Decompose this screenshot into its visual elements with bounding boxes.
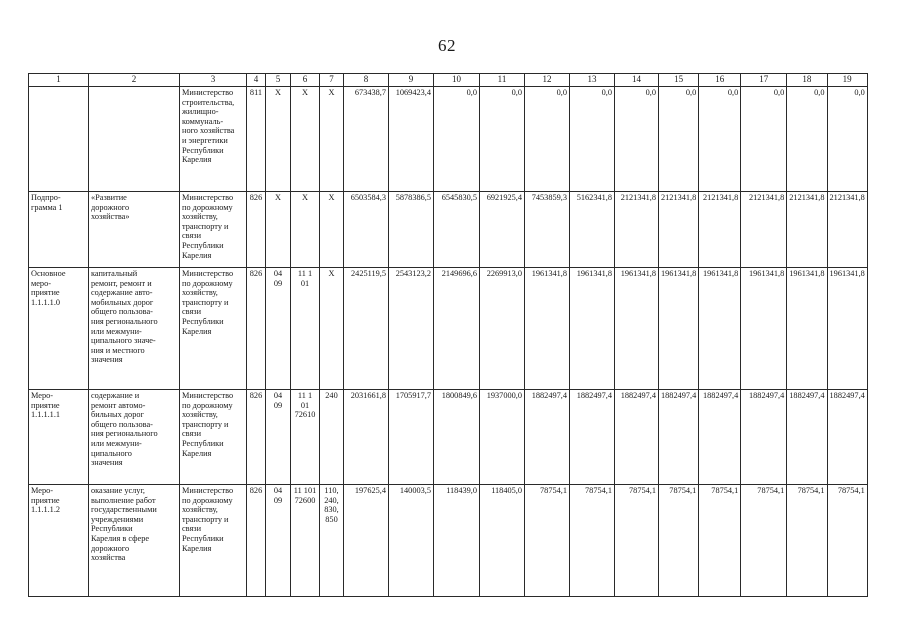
amount-cell: 2149696,6 bbox=[434, 268, 480, 390]
amount-cell: 1882497,4 bbox=[699, 390, 741, 485]
amount-cell: 1961341,8 bbox=[741, 268, 787, 390]
amount-cell: 1882497,4 bbox=[741, 390, 787, 485]
column-number: 1 bbox=[29, 74, 89, 87]
amount-cell: 0,0 bbox=[434, 87, 480, 192]
section-code-cell: 04 09 bbox=[266, 268, 291, 390]
grbs-code-cell: 826 bbox=[247, 268, 266, 390]
budget-table bbox=[28, 73, 868, 597]
program-name-cell: капитальный ремонт, ремонт и содержание авто- мобильных дорог общего пользова- ния регионального или межмуни- ципального значе- ния и местного значения bbox=[89, 268, 180, 390]
page-number: 62 bbox=[438, 36, 456, 55]
section-code-cell: 04 09 bbox=[266, 390, 291, 485]
amount-cell: 78754,1 bbox=[787, 485, 827, 597]
executor-cell: Министерство по дорожному хозяйству, транспорту и связи Республики Карелия bbox=[180, 390, 247, 485]
section-code-cell: 04 09 bbox=[266, 485, 291, 597]
amount-cell: 1882497,4 bbox=[570, 390, 615, 485]
column-number: 13 bbox=[570, 74, 615, 87]
amount-cell: 2269913,0 bbox=[480, 268, 525, 390]
amount-cell: 1882497,4 bbox=[787, 390, 827, 485]
grbs-code-cell: 811 bbox=[247, 87, 266, 192]
amount-cell: 2425119,5 bbox=[344, 268, 389, 390]
amount-cell: 1961341,8 bbox=[615, 268, 659, 390]
amount-cell: 0,0 bbox=[787, 87, 827, 192]
target-article-cell: 11 101 72600 bbox=[291, 485, 320, 597]
amount-cell: 0,0 bbox=[699, 87, 741, 192]
amount-cell: 0,0 bbox=[615, 87, 659, 192]
amount-cell: 2121341,8 bbox=[827, 192, 867, 268]
expense-type-cell: 240 bbox=[320, 390, 344, 485]
column-number: 15 bbox=[659, 74, 699, 87]
status-cell: Основное меро- приятие 1.1.1.1.0 bbox=[29, 268, 89, 390]
amount-cell: 5878386,5 bbox=[389, 192, 434, 268]
table-row bbox=[29, 485, 868, 597]
grbs-code-cell: 826 bbox=[247, 485, 266, 597]
amount-cell: 1882497,4 bbox=[615, 390, 659, 485]
amount-cell: 1937000,0 bbox=[480, 390, 525, 485]
amount-cell: 1961341,8 bbox=[699, 268, 741, 390]
grbs-code-cell: 826 bbox=[247, 390, 266, 485]
target-article-cell: 11 1 01 72610 bbox=[291, 390, 320, 485]
column-number: 2 bbox=[89, 74, 180, 87]
amount-cell: 2121341,8 bbox=[659, 192, 699, 268]
amount-cell: 0,0 bbox=[659, 87, 699, 192]
amount-cell: 1961341,8 bbox=[787, 268, 827, 390]
column-number: 12 bbox=[525, 74, 570, 87]
column-number: 9 bbox=[389, 74, 434, 87]
table-row bbox=[29, 192, 868, 268]
column-number: 17 bbox=[741, 74, 787, 87]
expense-type-cell: X bbox=[320, 87, 344, 192]
expense-type-cell: X bbox=[320, 192, 344, 268]
amount-cell: 78754,1 bbox=[525, 485, 570, 597]
column-number: 19 bbox=[827, 74, 867, 87]
amount-cell: 140003,5 bbox=[389, 485, 434, 597]
amount-cell: 2121341,8 bbox=[741, 192, 787, 268]
program-name-cell bbox=[89, 87, 180, 192]
amount-cell: 1961341,8 bbox=[827, 268, 867, 390]
table-row bbox=[29, 390, 868, 485]
status-cell bbox=[29, 87, 89, 192]
amount-cell: 5162341,8 bbox=[570, 192, 615, 268]
amount-cell: 78754,1 bbox=[659, 485, 699, 597]
amount-cell: 118405,0 bbox=[480, 485, 525, 597]
program-name-cell: «Развитие дорожного хозяйства» bbox=[89, 192, 180, 268]
amount-cell: 118439,0 bbox=[434, 485, 480, 597]
expense-type-cell: X bbox=[320, 268, 344, 390]
column-number: 8 bbox=[344, 74, 389, 87]
amount-cell: 78754,1 bbox=[741, 485, 787, 597]
amount-cell: 78754,1 bbox=[699, 485, 741, 597]
expense-type-cell: 110, 240, 830, 850 bbox=[320, 485, 344, 597]
amount-cell: 2121341,8 bbox=[699, 192, 741, 268]
amount-cell: 1882497,4 bbox=[525, 390, 570, 485]
amount-cell: 2121341,8 bbox=[787, 192, 827, 268]
target-article-cell: 11 1 01 bbox=[291, 268, 320, 390]
column-number: 18 bbox=[787, 74, 827, 87]
status-cell: Меро- приятие 1.1.1.1.1 bbox=[29, 390, 89, 485]
column-number: 3 bbox=[180, 74, 247, 87]
column-number: 6 bbox=[291, 74, 320, 87]
column-number: 16 bbox=[699, 74, 741, 87]
amount-cell: 2543123,2 bbox=[389, 268, 434, 390]
amount-cell: 1800849,6 bbox=[434, 390, 480, 485]
amount-cell: 78754,1 bbox=[827, 485, 867, 597]
target-article-cell: X bbox=[291, 87, 320, 192]
column-number: 5 bbox=[266, 74, 291, 87]
amount-cell: 1882497,4 bbox=[827, 390, 867, 485]
amount-cell: 0,0 bbox=[741, 87, 787, 192]
amount-cell: 1705917,7 bbox=[389, 390, 434, 485]
section-code-cell: X bbox=[266, 87, 291, 192]
amount-cell: 6503584,3 bbox=[344, 192, 389, 268]
executor-cell: Министерство строительства, жилищно- коммуналь- ного хозяйства и энергетики Республики Карелия bbox=[180, 87, 247, 192]
executor-cell: Министерство по дорожному хозяйству, транспорту и связи Республики Карелия bbox=[180, 485, 247, 597]
amount-cell: 2031661,8 bbox=[344, 390, 389, 485]
amount-cell: 0,0 bbox=[480, 87, 525, 192]
executor-cell: Министерство по дорожному хозяйству, транспорту и связи Республики Карелия bbox=[180, 268, 247, 390]
amount-cell: 1961341,8 bbox=[570, 268, 615, 390]
program-name-cell: содержание и ремонт автомо- бильных дорог общего пользова- ния регионального или межмуни- ципального значения bbox=[89, 390, 180, 485]
amount-cell: 78754,1 bbox=[615, 485, 659, 597]
amount-cell: 1069423,4 bbox=[389, 87, 434, 192]
column-number-row bbox=[29, 74, 868, 87]
table-row bbox=[29, 87, 868, 192]
program-name-cell: оказание услуг, выполнение работ государственными учреждениями Республики Карелия в сфере дорожного хозяйства bbox=[89, 485, 180, 597]
column-number: 10 bbox=[434, 74, 480, 87]
amount-cell: 6545830,5 bbox=[434, 192, 480, 268]
amount-cell: 1961341,8 bbox=[659, 268, 699, 390]
amount-cell: 1882497,4 bbox=[659, 390, 699, 485]
amount-cell: 197625,4 bbox=[344, 485, 389, 597]
column-number: 14 bbox=[615, 74, 659, 87]
grbs-code-cell: 826 bbox=[247, 192, 266, 268]
status-cell: Меро- приятие 1.1.1.1.2 bbox=[29, 485, 89, 597]
amount-cell: 0,0 bbox=[827, 87, 867, 192]
amount-cell: 6921925,4 bbox=[480, 192, 525, 268]
section-code-cell: X bbox=[266, 192, 291, 268]
column-number: 4 bbox=[247, 74, 266, 87]
executor-cell: Министерство по дорожному хозяйству, транспорту и связи Республики Карелия bbox=[180, 192, 247, 268]
amount-cell: 0,0 bbox=[570, 87, 615, 192]
column-number: 7 bbox=[320, 74, 344, 87]
column-number: 11 bbox=[480, 74, 525, 87]
table-row bbox=[29, 268, 868, 390]
amount-cell: 673438,7 bbox=[344, 87, 389, 192]
amount-cell: 2121341,8 bbox=[615, 192, 659, 268]
amount-cell: 0,0 bbox=[525, 87, 570, 192]
amount-cell: 78754,1 bbox=[570, 485, 615, 597]
amount-cell: 1961341,8 bbox=[525, 268, 570, 390]
target-article-cell: X bbox=[291, 192, 320, 268]
status-cell: Подпро- грамма 1 bbox=[29, 192, 89, 268]
amount-cell: 7453859,3 bbox=[525, 192, 570, 268]
